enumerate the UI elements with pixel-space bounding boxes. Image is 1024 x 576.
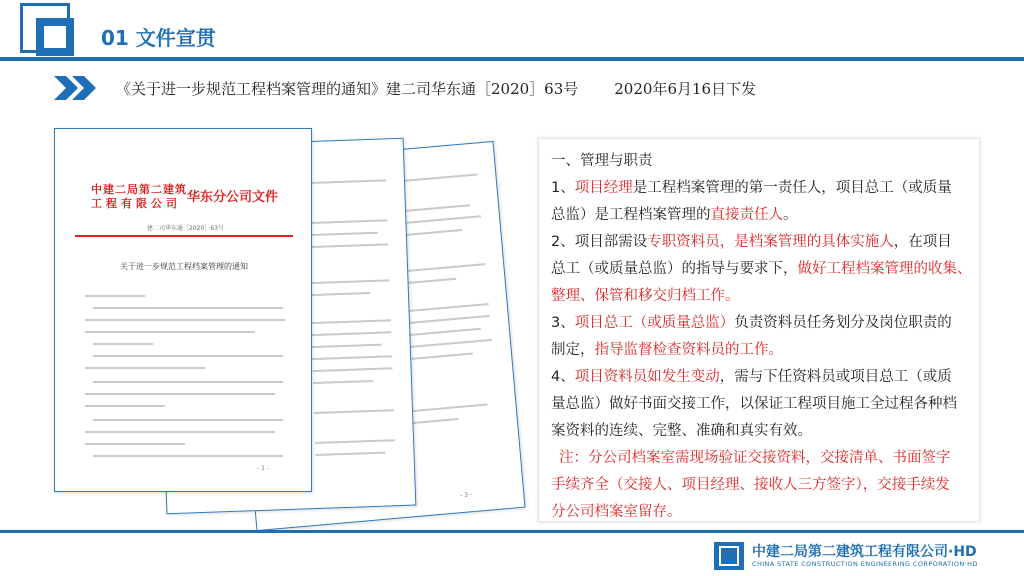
notice-line (116, 78, 756, 99)
item1-line2: 总监）是工程档案管理的直接责任人。 (551, 207, 798, 223)
note-line1: 注：分公司档案室需现场验证交接资料，交接清单、书面签字 (559, 450, 951, 466)
footer-divider (0, 530, 1024, 533)
header-divider (0, 57, 1024, 61)
item1-line1: 1、项目经理是工程档案管理的第一责任人，项目总工（或质量 (551, 180, 952, 196)
back-page-number: - 3 - (459, 491, 473, 500)
footer-company-name: 中建二局第二建筑工程有限公司·HD (752, 544, 977, 560)
note-line2: 手续齐全（交接人、项目经理、接收人三方签字），交接手续发 (551, 477, 950, 493)
item4-line1: 4、项目资料员如发生变动，需与下任资料员或项目总工（或质 (551, 369, 952, 385)
doc-org-line1: 中建二局第二建筑 (91, 183, 187, 196)
section-title: 01 文件宣贯 (101, 26, 216, 50)
doc-file-number: 建二司华东通［2020］63号 (147, 225, 224, 232)
item4-line3: 案资料的连续、完整、准确和真实有效。 (551, 423, 812, 439)
notice-date: 2020年6月16日下发 (614, 80, 757, 98)
double-chevron-right-icon (52, 74, 100, 102)
management-duties-panel (538, 138, 980, 522)
item2-line2: 总工（或质量总监）的指导与要求下，做好工程档案管理的收集、 (551, 261, 972, 277)
panel-heading: 一、管理与职责 (551, 153, 653, 169)
item2-line3: 整理、保管和移交归档工作。 (551, 288, 740, 304)
item3-line1: 3、项目总工（或质量总监）负责资料员任务划分及岗位职责的 (551, 315, 952, 331)
doc-file-name: 华东分公司文件 (187, 190, 279, 205)
item3-line2: 制定，指导监督检查资料员的工作。 (551, 342, 783, 358)
document-page-front (54, 128, 312, 492)
doc-title: 关于进一步规范工程档案管理的通知 (120, 262, 248, 271)
note-line3: 分公司档案室留存。 (551, 504, 682, 520)
item2-line1: 2、项目部需设专职资料员，是档案管理的具体实施人，在项目 (551, 234, 952, 250)
company-logo-icon (714, 542, 744, 570)
doc-red-rule (75, 235, 293, 237)
footer-company-name-en: CHINA STATE CONSTRUCTION ENGINEERING CORPORATION·HD (752, 560, 978, 568)
doc-page-number: - 1 - (257, 465, 269, 472)
item4-line2: 量总监）做好书面交接工作，以保证工程项目施工全过程各种档 (551, 396, 957, 412)
doc-org-line2: 工程有限公司 (91, 197, 181, 210)
notice-title: 《关于进一步规范工程档案管理的通知》建二司华东通［2020］63号 (116, 80, 579, 98)
title-logo-center-square (44, 26, 66, 48)
